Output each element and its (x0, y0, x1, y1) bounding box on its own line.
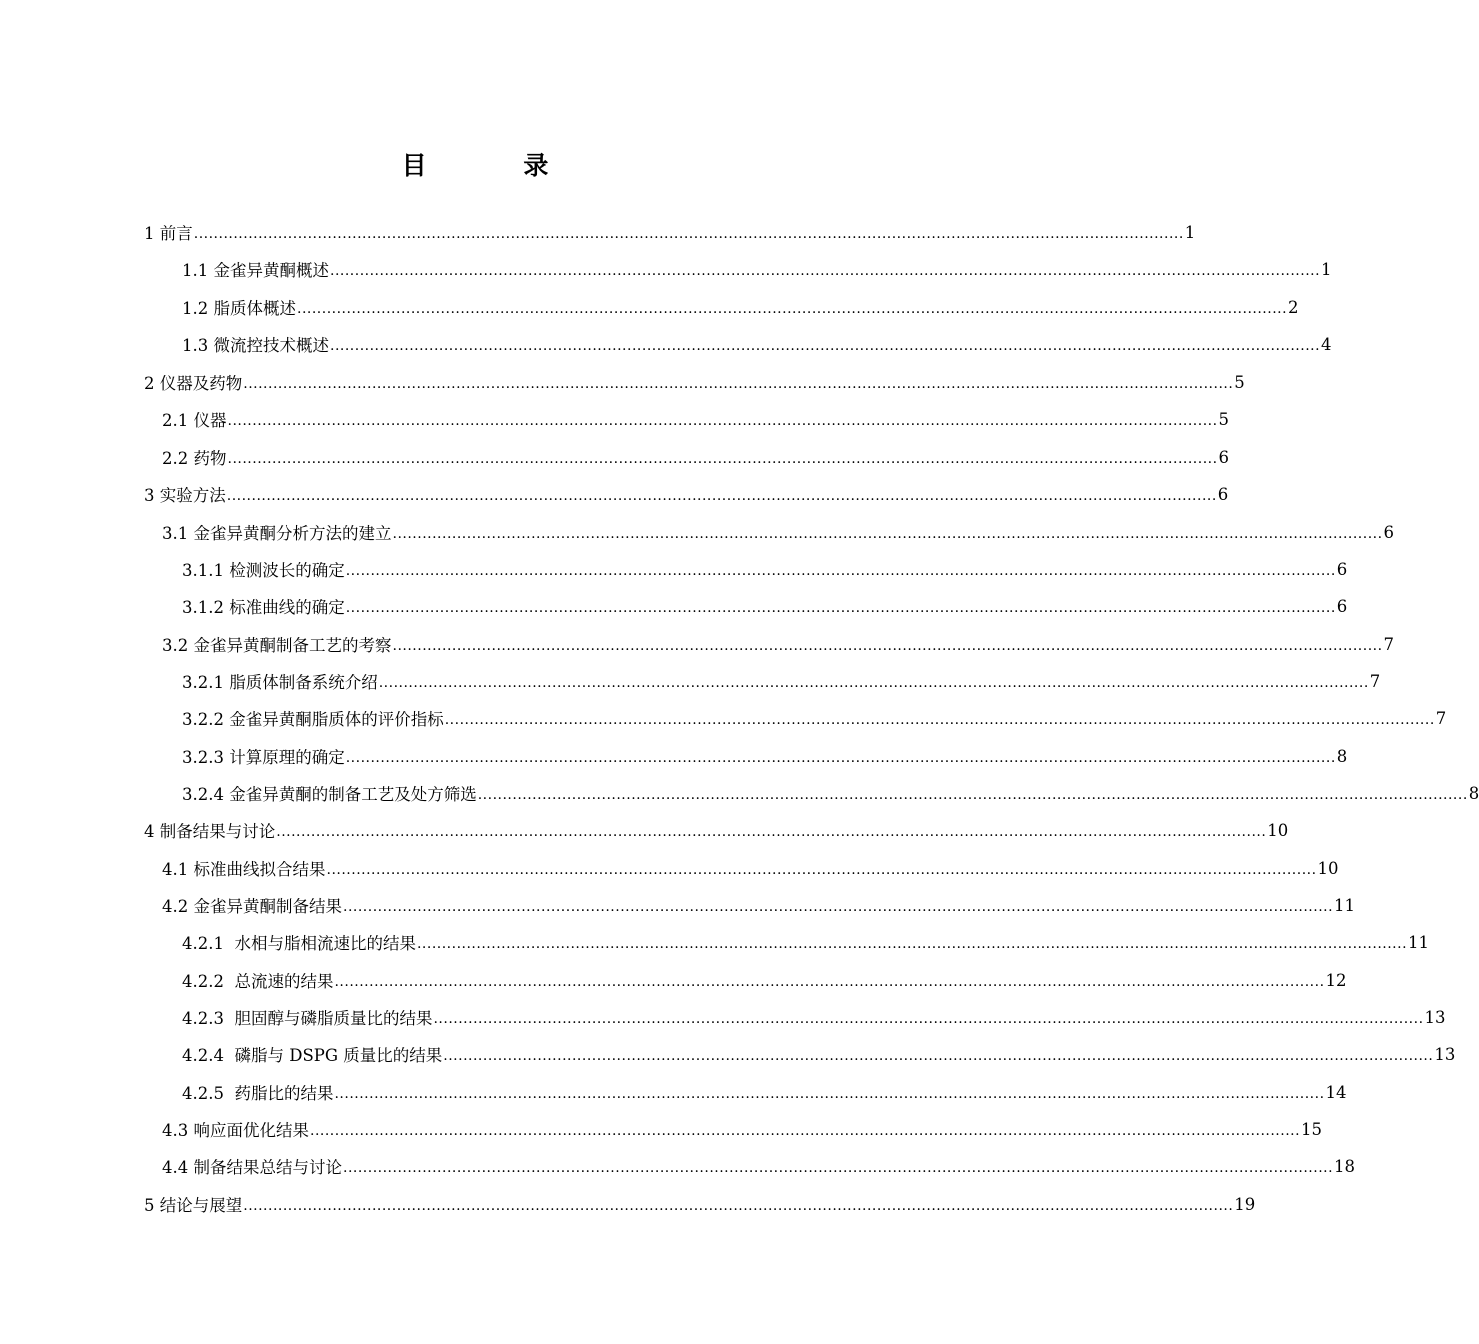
toc-entry-title: 2.1 仪器 (162, 411, 227, 430)
toc-entry-title: 4.2 金雀异黄酮制备结果 (162, 897, 342, 916)
toc-entry[interactable] (182, 701, 1447, 735)
toc-dot-leader: ........................................................................................................................................................................................................ (334, 1086, 1325, 1102)
toc-entry-title: 2.2 药物 (162, 449, 227, 468)
toc-entry-title: 3.2.3 计算原理的确定 (182, 748, 345, 767)
toc-entry-title: 5 结论与展望 (144, 1196, 243, 1215)
toc-dot-leader: ........................................................................................................................................................................................................ (433, 1011, 1424, 1027)
toc-entry-title: 4.1 标准曲线拟合结果 (162, 860, 326, 879)
toc-dot-leader: ........................................................................................................................................................................................................ (310, 1123, 1301, 1139)
toc-entry[interactable] (162, 851, 1339, 885)
toc-entry-page: 1 (1184, 222, 1196, 242)
toc-entry[interactable] (162, 515, 1395, 549)
toc-entry[interactable] (144, 215, 1196, 249)
toc-entry-title: 4.4 制备结果总结与讨论 (162, 1158, 342, 1177)
toc-entry-page: 12 (1325, 970, 1347, 990)
page-title: 目 录 (401, 151, 593, 180)
toc-dot-leader: ........................................................................................................................................................................................................ (378, 675, 1369, 691)
toc-entry[interactable] (182, 552, 1348, 586)
toc-entry[interactable] (182, 1037, 1456, 1071)
toc-entry[interactable] (182, 739, 1348, 773)
toc-entry-title: 4.2.1 水相与脂相流速比的结果 (182, 934, 416, 953)
toc-entry-page: 6 (1383, 522, 1395, 542)
toc-entry[interactable] (162, 1149, 1356, 1183)
toc-entry-page: 1 (1321, 259, 1332, 279)
toc-dot-leader: ........................................................................................................................................................................................................ (276, 824, 1267, 840)
toc-entry-title: 3.1 金雀异黄酮分析方法的建立 (162, 524, 392, 543)
toc-entry[interactable] (182, 589, 1348, 623)
toc-entry-title: 3.2 金雀异黄酮制备工艺的考察 (162, 636, 392, 655)
toc-entry-page: 7 (1435, 708, 1447, 728)
toc-dot-leader: ........................................................................................................................................................................................................ (193, 226, 1184, 242)
toc-entry-title: 3 实验方法 (144, 486, 226, 505)
toc-dot-leader: ........................................................................................................................................................................................................ (330, 338, 1321, 354)
toc-dot-leader: ........................................................................................................................................................................................................ (477, 787, 1468, 803)
toc-dot-leader: ........................................................................................................................................................................................................ (343, 1160, 1334, 1176)
toc-dot-leader: ........................................................................................................................................................................................................ (326, 862, 1317, 878)
toc-entry-title: 1.2 脂质体概述 (182, 299, 296, 318)
toc-entry[interactable] (162, 627, 1395, 661)
toc-entry[interactable] (182, 664, 1381, 698)
toc-dot-leader: ........................................................................................................................................................................................................ (444, 712, 1435, 728)
toc-entry-page: 7 (1369, 671, 1381, 691)
toc-entry[interactable] (162, 888, 1356, 922)
toc-entry-title: 3.2.1 脂质体制备系统介绍 (182, 673, 378, 692)
toc-entry[interactable] (182, 776, 1479, 810)
toc-entry[interactable] (144, 1187, 1256, 1221)
toc-dot-leader: ........................................................................................................................................................................................................ (345, 600, 1336, 616)
toc-entry[interactable] (144, 365, 1245, 399)
toc-entry-page: 11 (1408, 932, 1430, 952)
toc-dot-leader: ........................................................................................................................................................................................................ (443, 1048, 1434, 1064)
toc-entry-title: 1.3 微流控技术概述 (182, 336, 329, 355)
toc-dot-leader: ........................................................................................................................................................................................................ (243, 1198, 1234, 1214)
toc-entry[interactable] (182, 963, 1347, 997)
toc-dot-leader: ........................................................................................................................................................................................................ (226, 488, 1217, 504)
toc-entry-page: 6 (1217, 484, 1229, 504)
toc-entry-page: 19 (1234, 1194, 1256, 1214)
toc-entry-page: 11 (1334, 895, 1356, 915)
toc-dot-leader: ........................................................................................................................................................................................................ (345, 563, 1336, 579)
toc-dot-leader: ........................................................................................................................................................................................................ (330, 263, 1321, 279)
toc-dot-leader: ........................................................................................................................................................................................................ (243, 376, 1234, 392)
toc-entry-page: 2 (1288, 297, 1299, 317)
toc-dot-leader: ........................................................................................................................................................................................................ (227, 413, 1218, 429)
toc-entry[interactable] (182, 1000, 1446, 1034)
toc-entry[interactable] (182, 925, 1430, 959)
toc-entry-page: 13 (1434, 1044, 1456, 1064)
toc-dot-leader: ........................................................................................................................................................................................................ (392, 638, 1383, 654)
toc-entry-page: 8 (1336, 746, 1348, 766)
toc-dot-leader: ........................................................................................................................................................................................................ (297, 301, 1288, 317)
toc-entry-page: 10 (1267, 820, 1289, 840)
toc-entry-title: 1.1 金雀异黄酮概述 (182, 261, 329, 280)
toc-entry[interactable] (162, 440, 1230, 474)
toc-entry[interactable] (162, 1112, 1323, 1146)
toc-entry-title: 4.2.3 胆固醇与磷脂质量比的结果 (182, 1009, 433, 1028)
toc-entry-page: 5 (1218, 409, 1230, 429)
toc-entry-title: 1 前言 (144, 224, 193, 243)
toc-entry-page: 10 (1317, 858, 1339, 878)
toc-entry-title: 4.2.5 药脂比的结果 (182, 1084, 334, 1103)
toc-entry-page: 7 (1383, 634, 1395, 654)
toc-entry-page: 6 (1336, 559, 1348, 579)
toc-entry-page: 14 (1325, 1082, 1347, 1102)
toc-entry-title: 3.2.2 金雀异黄酮脂质体的评价指标 (182, 710, 444, 729)
toc-dot-leader: ........................................................................................................................................................................................................ (392, 526, 1383, 542)
toc-dot-leader: ........................................................................................................................................................................................................ (227, 451, 1218, 467)
toc-entry-page: 6 (1336, 596, 1348, 616)
toc-entry[interactable] (162, 402, 1230, 436)
toc-entry-title: 2 仪器及药物 (144, 374, 243, 393)
toc-entry[interactable] (182, 290, 1299, 324)
toc-dot-leader: ........................................................................................................................................................................................................ (345, 750, 1336, 766)
toc-entry-page: 13 (1424, 1007, 1446, 1027)
toc-entry-title: 3.1.2 标准曲线的确定 (182, 598, 345, 617)
toc-entry-page: 8 (1468, 783, 1479, 803)
toc-entry[interactable] (182, 1075, 1347, 1109)
toc-dot-leader: ........................................................................................................................................................................................................ (334, 974, 1325, 990)
toc-entry-title: 4.2.2 总流速的结果 (182, 972, 334, 991)
toc-entry-page: 18 (1334, 1156, 1356, 1176)
toc-dot-leader: ........................................................................................................................................................................................................ (343, 899, 1334, 915)
toc-entry[interactable] (182, 252, 1332, 286)
toc-entry-title: 4 制备结果与讨论 (144, 822, 276, 841)
toc-entry-title: 4.3 响应面优化结果 (162, 1121, 309, 1140)
toc-entry-page: 6 (1218, 447, 1230, 467)
toc-dot-leader: ........................................................................................................................................................................................................ (416, 936, 1408, 952)
toc-entry[interactable] (144, 477, 1229, 511)
toc-entry-title: 4.2.4 磷脂与 DSPG 质量比的结果 (182, 1046, 443, 1065)
toc-entry[interactable] (182, 327, 1332, 361)
toc-entry-page: 15 (1301, 1119, 1323, 1139)
toc-entry[interactable] (144, 813, 1289, 847)
toc-entry-page: 4 (1321, 334, 1332, 354)
toc-entry-title: 3.1.1 检测波长的确定 (182, 561, 345, 580)
toc-entry-title: 3.2.4 金雀异黄酮的制备工艺及处方筛选 (182, 785, 477, 804)
toc-entry-page: 5 (1234, 372, 1245, 392)
